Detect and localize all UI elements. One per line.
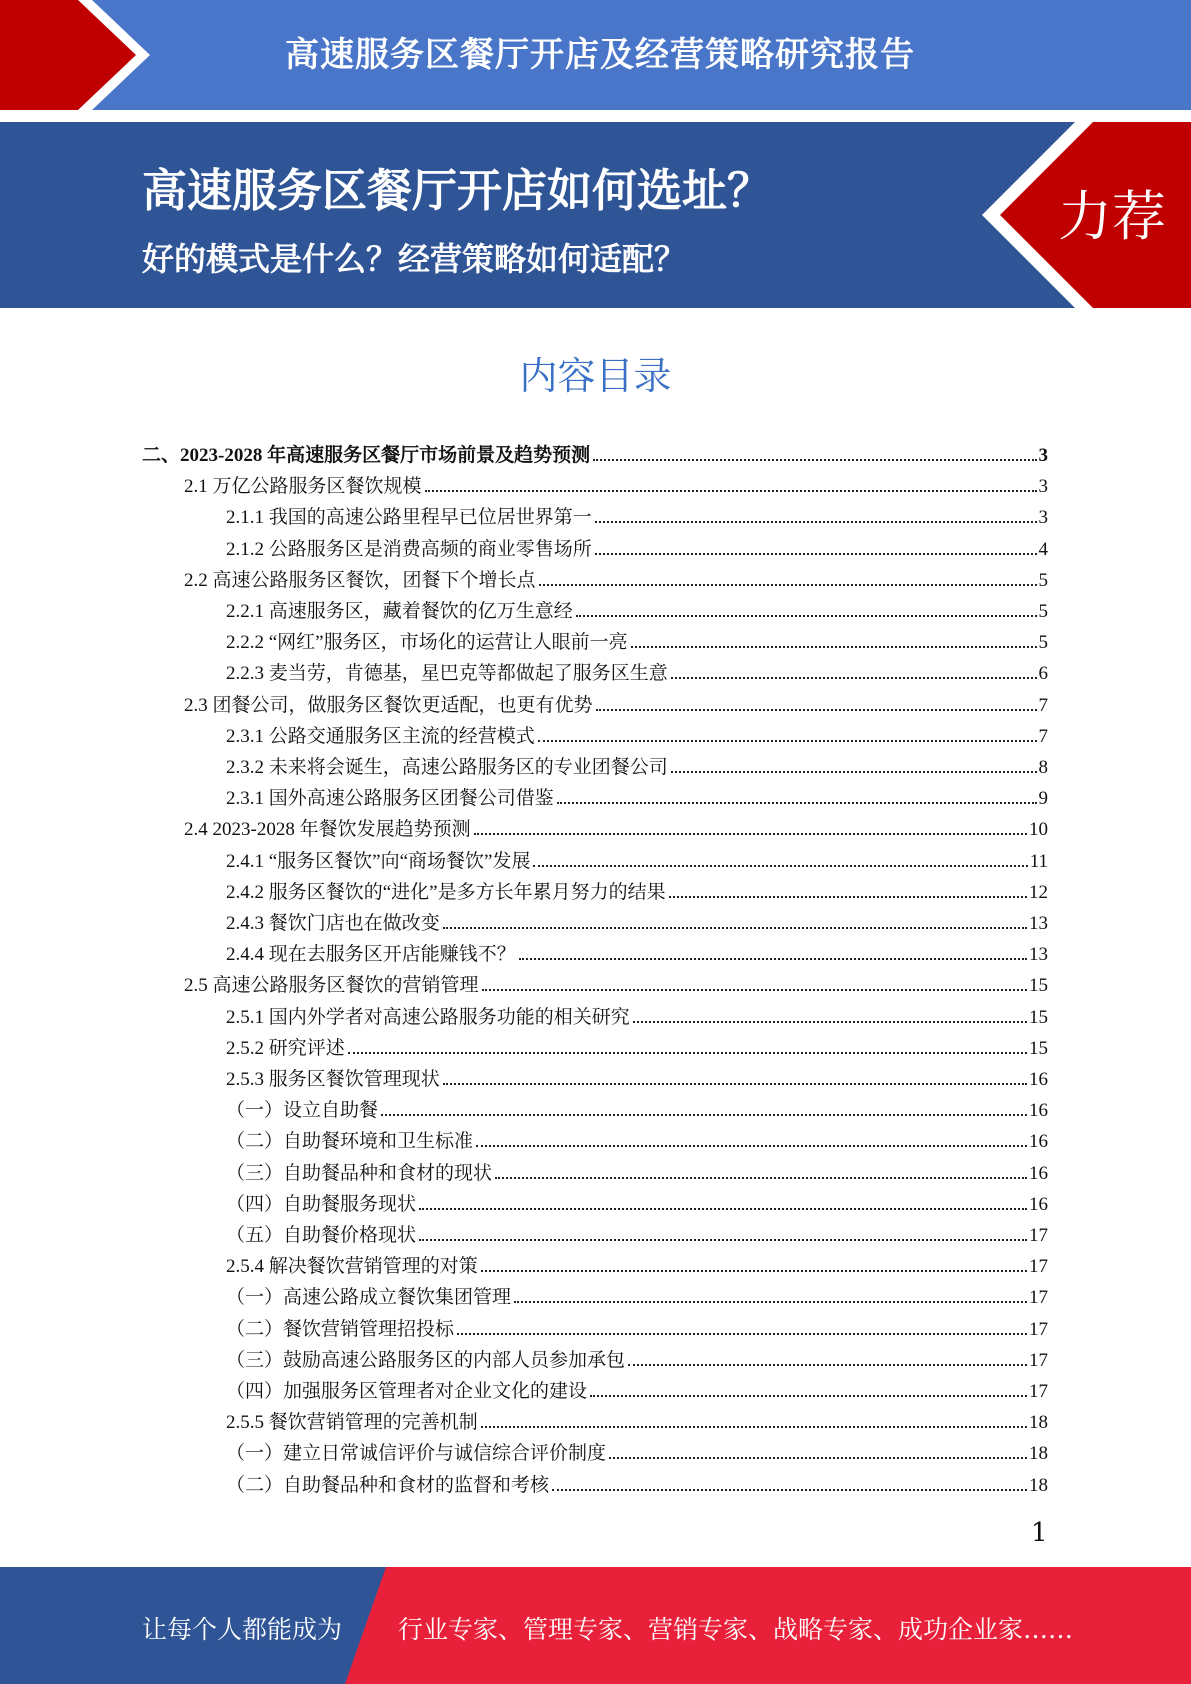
toc-entry-label: （三）鼓励高速公路服务区的内部人员参加承包: [226, 1349, 626, 1371]
toc-entry[interactable]: [184, 467, 1048, 498]
toc-entry-label: 2.5 高速公路服务区餐饮的营销管理: [184, 975, 479, 997]
toc-entry[interactable]: [226, 842, 1048, 873]
toc-entry[interactable]: [142, 436, 1048, 467]
toc-entry[interactable]: [184, 810, 1048, 841]
top-arrow-decoration: [0, 0, 160, 110]
toc-entry-page: 15: [1029, 1006, 1048, 1028]
toc-entry-label: （四）自助餐服务现状: [226, 1193, 417, 1215]
toc-dot-leader: [557, 802, 1037, 804]
toc-dot-leader: [669, 896, 1027, 898]
toc-entry[interactable]: [226, 1372, 1048, 1403]
footer-slogan-right: 行业专家、管理专家、营销专家、战略专家、成功企业家……: [398, 1615, 1074, 1644]
toc-dot-leader: [633, 1021, 1027, 1023]
headline: 高速服务区餐厅开店如何选址？: [142, 164, 773, 217]
main-banner: [0, 122, 1191, 308]
toc-entry[interactable]: [226, 998, 1048, 1029]
toc-entry-label: 二、2023-2028 年高速服务区餐厅市场前景及趋势预测: [142, 445, 591, 466]
toc-entry[interactable]: [226, 1091, 1048, 1122]
toc-dot-leader: [443, 1083, 1027, 1085]
toc-entry[interactable]: [226, 873, 1048, 904]
toc-entry-label: （三）自助餐品种和食材的现状: [226, 1162, 493, 1184]
toc-entry[interactable]: [226, 1466, 1048, 1497]
toc-dot-leader: [631, 646, 1037, 648]
toc-entry-page: 5: [1038, 601, 1048, 622]
toc-entry-page: 16: [1029, 1069, 1048, 1090]
toc-entry-label: （一）设立自助餐: [226, 1100, 379, 1122]
toc-dot-leader: [519, 958, 1027, 960]
toc-entry-label: 2.2.3 麦当劳，肯德基，星巴克等都做起了服务区生意: [226, 663, 668, 685]
toc-entry-label: 2.5.1 国内外学者对高速公路服务功能的相关研究: [226, 1006, 630, 1028]
toc-entry-label: （五）自助餐价格现状: [226, 1225, 417, 1246]
toc-dot-leader: [539, 584, 1037, 586]
toc-dot-leader: [457, 1333, 1027, 1335]
toc-entry[interactable]: [226, 717, 1048, 748]
subheadline: 好的模式是什么？经营策略如何适配？: [142, 240, 687, 278]
toc-entry-page: 13: [1029, 913, 1048, 934]
toc-entry[interactable]: [226, 654, 1048, 685]
toc-dot-leader: [609, 1457, 1027, 1459]
toc-dot-leader: [671, 677, 1037, 679]
toc-entry[interactable]: [226, 779, 1048, 810]
toc-entry-label: 2.4.3 餐饮门店也在做改变: [226, 913, 440, 934]
toc-entry-page: 9: [1038, 788, 1048, 810]
toc-dot-leader: [495, 1177, 1027, 1179]
toc-dot-leader: [482, 989, 1027, 991]
toc-entry[interactable]: [226, 1216, 1048, 1247]
toc-dot-leader: [595, 521, 1037, 523]
footer-slogan-left: 让每个人都能成为: [142, 1615, 343, 1644]
toc-entry[interactable]: [226, 1029, 1048, 1060]
toc-entry-page: 15: [1029, 975, 1048, 997]
toc-entry-label: 2.1 万亿公路服务区餐饮规模: [184, 476, 422, 498]
toc-entry-page: 18: [1029, 1443, 1048, 1465]
toc-entry-page: 3: [1038, 445, 1048, 466]
toc-entry-page: 16: [1029, 1100, 1048, 1122]
toc-entry-label: 2.3.1 公路交通服务区主流的经营模式: [226, 725, 535, 747]
toc-entry[interactable]: [226, 1154, 1048, 1185]
toc-entry[interactable]: [226, 592, 1048, 623]
toc-entry-page: 16: [1029, 1193, 1048, 1215]
toc-dot-leader: [593, 459, 1036, 461]
toc-dot-leader: [443, 927, 1027, 929]
toc-entry-label: 2.5.5 餐饮营销管理的完善机制: [226, 1412, 478, 1434]
toc-dot-leader: [576, 615, 1037, 617]
toc-entry[interactable]: [226, 498, 1048, 529]
toc-entry-page: 18: [1029, 1474, 1048, 1496]
toc-entry-page: 18: [1029, 1412, 1048, 1434]
toc-dot-leader: [590, 1395, 1027, 1397]
toc-entry-label: 2.2.2 “网红”服务区，市场化的运营让人眼前一亮: [226, 632, 628, 654]
toc-entry-label: 2.4 2023-2028 年餐饮发展趋势预测: [184, 819, 471, 841]
toc-dot-leader: [419, 1208, 1027, 1210]
toc-entry-label: 2.5.2 研究评述: [226, 1037, 345, 1059]
toc-entry-page: 17: [1029, 1287, 1048, 1309]
toc-entry[interactable]: [226, 623, 1048, 654]
toc-entry[interactable]: [226, 1310, 1048, 1341]
toc-entry-label: （四）加强服务区管理者对企业文化的建设: [226, 1381, 588, 1402]
toc-entry[interactable]: [226, 904, 1048, 935]
toc-entry-page: 7: [1038, 694, 1048, 716]
toc-entry[interactable]: [184, 561, 1048, 592]
toc-entry-page: 6: [1038, 663, 1048, 685]
toc-entry-page: 3: [1038, 507, 1048, 529]
toc-entry-page: 8: [1038, 757, 1048, 778]
toc-entry[interactable]: [226, 1185, 1048, 1216]
toc-entry-page: 15: [1029, 1037, 1048, 1059]
toc-entry-page: 17: [1029, 1349, 1048, 1371]
toc-dot-leader: [474, 833, 1027, 835]
toc-entry-label: （二）自助餐品种和食材的监督和考核: [226, 1474, 550, 1496]
toc-entry[interactable]: [184, 686, 1048, 717]
toc-dot-leader: [538, 740, 1037, 742]
toc-entry-label: 2.2 高速公路服务区餐饮，团餐下个增长点: [184, 569, 536, 591]
toc-entry-page: 16: [1029, 1162, 1048, 1184]
toc-entry-page: 4: [1038, 538, 1048, 560]
toc-entry-label: 2.4.2 服务区餐饮的“进化”是多方长年累月努力的结果: [226, 881, 666, 903]
toc-entry-page: 12: [1029, 881, 1048, 903]
toc-entry[interactable]: [226, 1434, 1048, 1465]
toc-entry-label: （一）高速公路成立餐饮集团管理: [226, 1287, 512, 1309]
toc-entry-label: 2.5.4 解决餐饮营销管理的对策: [226, 1256, 478, 1278]
toc-entry-label: 2.2.1 高速服务区，藏着餐饮的亿万生意经: [226, 601, 573, 622]
toc-dot-leader: [514, 1301, 1027, 1303]
toc-entry[interactable]: [226, 1278, 1048, 1309]
toc-dot-leader: [595, 553, 1037, 555]
toc-entry-page: 17: [1029, 1256, 1048, 1278]
toc-entry-label: 2.4.4 现在去服务区开店能赚钱不？: [226, 944, 516, 966]
toc-entry[interactable]: [226, 1060, 1048, 1091]
toc-dot-leader: [533, 865, 1027, 867]
toc-heading: 内容目录: [519, 354, 672, 398]
toc-dot-leader: [425, 490, 1037, 492]
toc-entry-page: 11: [1029, 850, 1048, 872]
toc-entry[interactable]: [226, 530, 1048, 561]
toc-entry-page: 3: [1038, 476, 1048, 498]
toc-dot-leader: [596, 709, 1037, 711]
toc-dot-leader: [476, 1145, 1027, 1147]
toc-entry-page: 7: [1038, 725, 1048, 747]
toc-entry-page: 17: [1029, 1225, 1048, 1246]
toc-entry[interactable]: [226, 935, 1048, 966]
toc-entry-label: 2.4.1 “服务区餐饮”向“商场餐饮”发展: [226, 850, 531, 872]
toc-entry-label: （二）自助餐环境和卫生标准: [226, 1131, 474, 1153]
toc-entry-label: （一）建立日常诚信评价与诚信综合评价制度: [226, 1443, 607, 1465]
toc-entry-label: 2.1.2 公路服务区是消费高频的商业零售场所: [226, 538, 592, 560]
toc-dot-leader: [628, 1364, 1027, 1366]
toc-entry-page: 17: [1029, 1318, 1048, 1340]
toc-entry-label: （二）餐饮营销管理招投标: [226, 1318, 455, 1340]
toc-dot-leader: [481, 1426, 1027, 1428]
toc-entry-page: 10: [1029, 819, 1048, 841]
toc-entry[interactable]: [226, 748, 1048, 779]
toc-entry[interactable]: [184, 966, 1048, 997]
toc-entry-label: 2.5.3 服务区餐饮管理现状: [226, 1069, 440, 1090]
toc-dot-leader: [481, 1270, 1027, 1272]
toc-entry-label: 2.1.1 我国的高速公路里程早已位居世界第一: [226, 507, 592, 529]
toc-entry[interactable]: [226, 1122, 1048, 1153]
page-number: 1: [1031, 1518, 1048, 1548]
toc-entry-page: 17: [1029, 1381, 1048, 1402]
toc-entry-page: 16: [1029, 1131, 1048, 1153]
toc-entry-page: 5: [1038, 569, 1048, 591]
toc-entry-label: 2.3.2 未来将会诞生，高速公路服务区的专业团餐公司: [226, 757, 668, 778]
toc-dot-leader: [671, 771, 1037, 773]
toc-dot-leader: [552, 1489, 1027, 1491]
toc-entry[interactable]: [226, 1341, 1048, 1372]
toc-dot-leader: [348, 1052, 1027, 1054]
toc-entry-label: 2.3 团餐公司，做服务区餐饮更适配，也更有优势: [184, 694, 593, 716]
toc-dot-leader: [381, 1114, 1027, 1116]
toc-entry[interactable]: [226, 1247, 1048, 1278]
toc-entry-label: 2.3.1 国外高速公路服务区团餐公司借鉴: [226, 788, 554, 810]
toc-entry-page: 13: [1029, 944, 1048, 966]
report-title: 高速服务区餐厅开店及经营策略研究报告: [285, 35, 915, 75]
toc-entry[interactable]: [226, 1403, 1048, 1434]
badge-label: 力荐: [1058, 185, 1166, 248]
toc-entry-page: 5: [1038, 632, 1048, 654]
toc-dot-leader: [419, 1239, 1027, 1241]
